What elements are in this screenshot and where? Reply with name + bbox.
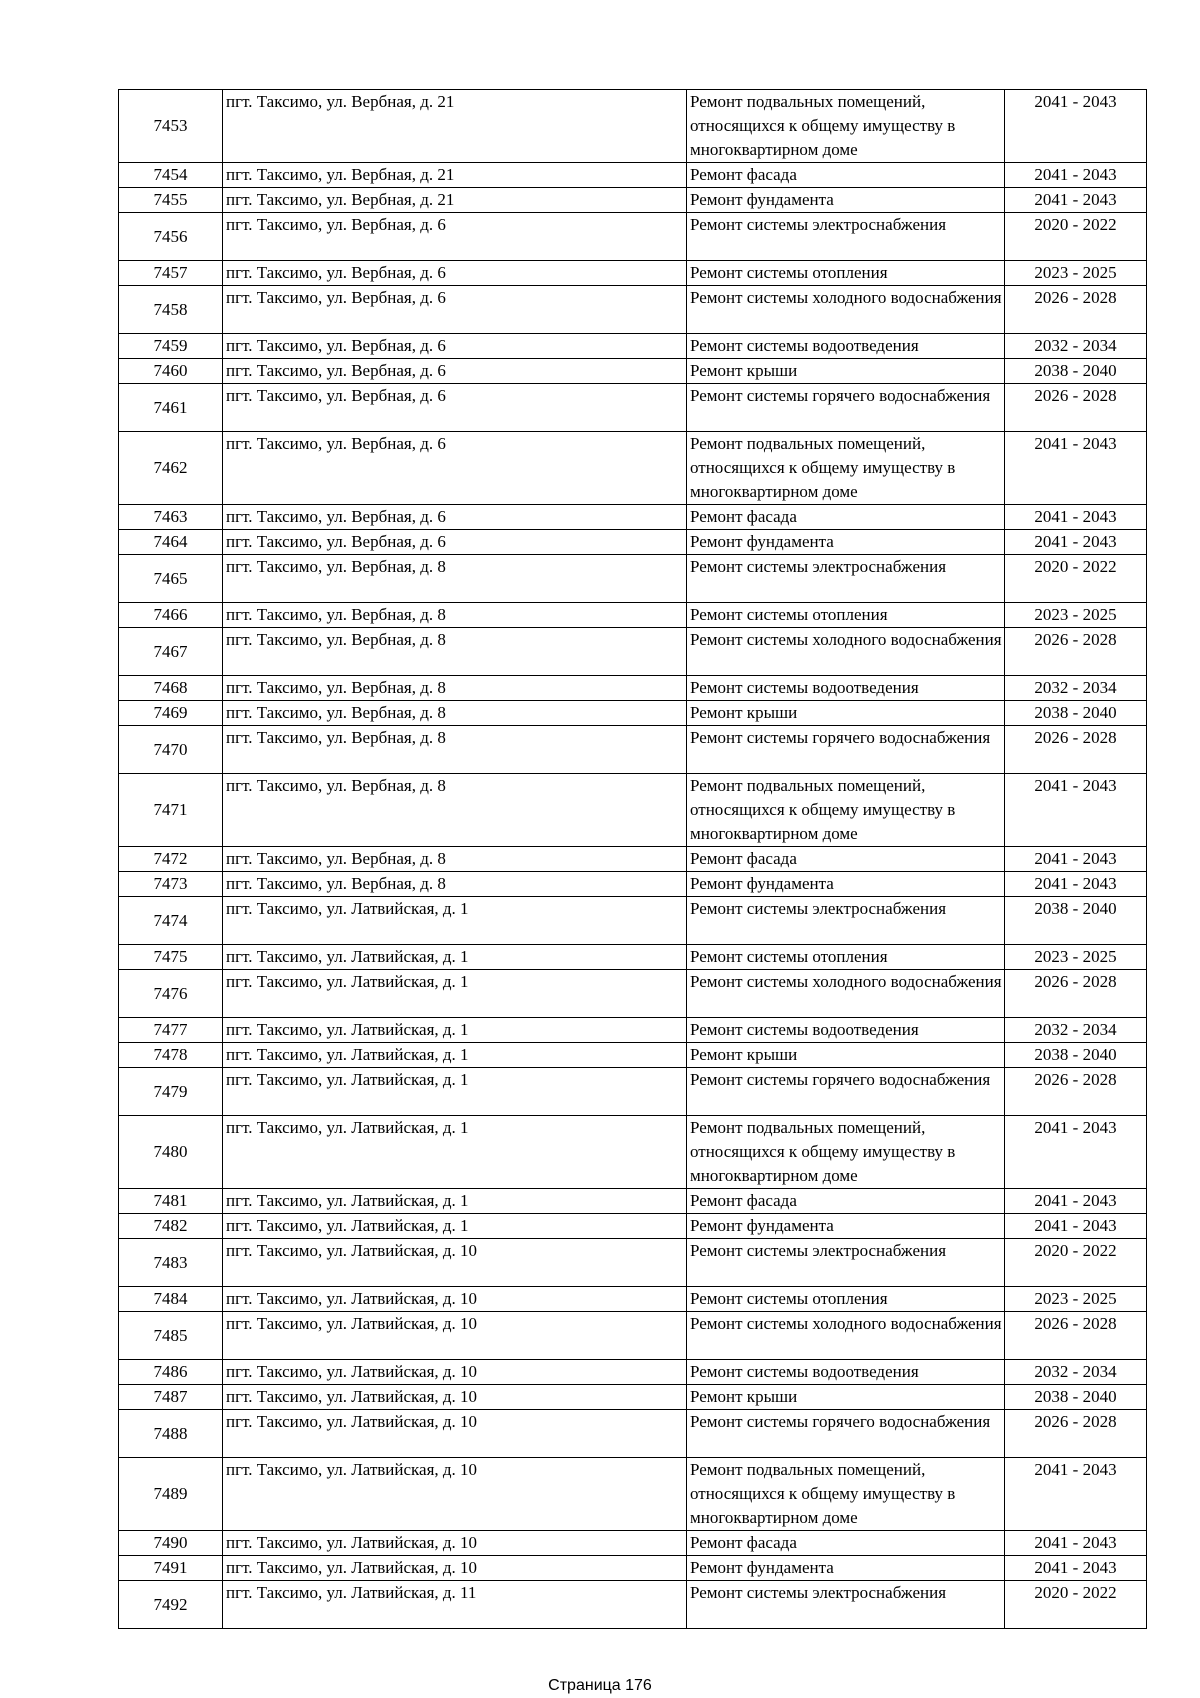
row-number: 7485	[119, 1312, 223, 1360]
row-work-type: Ремонт крыши	[687, 1385, 1005, 1410]
row-number: 7465	[119, 555, 223, 603]
row-address: пгт. Таксимо, ул. Вербная, д. 6	[223, 384, 687, 432]
row-address: пгт. Таксимо, ул. Вербная, д. 8	[223, 872, 687, 897]
row-address: пгт. Таксимо, ул. Вербная, д. 8	[223, 555, 687, 603]
row-number: 7469	[119, 701, 223, 726]
row-period: 2026 - 2028	[1005, 628, 1147, 676]
row-number: 7476	[119, 970, 223, 1018]
table-row	[119, 970, 1147, 1018]
table-row	[119, 1556, 1147, 1581]
row-number: 7453	[119, 90, 223, 163]
row-period: 2023 - 2025	[1005, 1287, 1147, 1312]
table-row	[119, 1018, 1147, 1043]
row-work-type: Ремонт системы горячего водоснабжения	[687, 384, 1005, 432]
table-row	[119, 1116, 1147, 1189]
row-work-type: Ремонт фундамента	[687, 188, 1005, 213]
row-work-type: Ремонт системы электроснабжения	[687, 1581, 1005, 1629]
row-number: 7475	[119, 945, 223, 970]
row-address: пгт. Таксимо, ул. Латвийская, д. 10	[223, 1410, 687, 1458]
row-work-type: Ремонт фундамента	[687, 1556, 1005, 1581]
row-period: 2026 - 2028	[1005, 384, 1147, 432]
row-period: 2041 - 2043	[1005, 1531, 1147, 1556]
table-row	[119, 163, 1147, 188]
table-body	[119, 90, 1147, 1629]
row-number: 7456	[119, 213, 223, 261]
row-number: 7479	[119, 1068, 223, 1116]
row-address: пгт. Таксимо, ул. Вербная, д. 8	[223, 676, 687, 701]
row-address: пгт. Таксимо, ул. Вербная, д. 21	[223, 163, 687, 188]
table-row	[119, 530, 1147, 555]
table-row	[119, 628, 1147, 676]
table-row	[119, 1531, 1147, 1556]
row-address: пгт. Таксимо, ул. Латвийская, д. 1	[223, 1116, 687, 1189]
row-work-type: Ремонт подвальных помещений, относящихся к общему имуществу в многоквартирном доме	[687, 90, 1005, 163]
table-row	[119, 1312, 1147, 1360]
row-period: 2041 - 2043	[1005, 188, 1147, 213]
page-footer	[0, 1677, 1200, 1695]
row-number: 7478	[119, 1043, 223, 1068]
row-address: пгт. Таксимо, ул. Латвийская, д. 1	[223, 1043, 687, 1068]
row-address: пгт. Таксимо, ул. Латвийская, д. 11	[223, 1581, 687, 1629]
row-period: 2041 - 2043	[1005, 1189, 1147, 1214]
row-address: пгт. Таксимо, ул. Вербная, д. 6	[223, 334, 687, 359]
row-address: пгт. Таксимо, ул. Вербная, д. 8	[223, 701, 687, 726]
row-period: 2041 - 2043	[1005, 432, 1147, 505]
row-number: 7482	[119, 1214, 223, 1239]
table-row	[119, 505, 1147, 530]
row-address: пгт. Таксимо, ул. Вербная, д. 6	[223, 261, 687, 286]
row-period: 2020 - 2022	[1005, 555, 1147, 603]
row-period: 2026 - 2028	[1005, 726, 1147, 774]
table-row	[119, 847, 1147, 872]
table-row	[119, 286, 1147, 334]
row-address: пгт. Таксимо, ул. Вербная, д. 6	[223, 213, 687, 261]
row-address: пгт. Таксимо, ул. Латвийская, д. 10	[223, 1385, 687, 1410]
row-work-type: Ремонт системы электроснабжения	[687, 555, 1005, 603]
row-work-type: Ремонт системы электроснабжения	[687, 213, 1005, 261]
row-period: 2041 - 2043	[1005, 505, 1147, 530]
row-period: 2023 - 2025	[1005, 261, 1147, 286]
table-row	[119, 261, 1147, 286]
row-work-type: Ремонт подвальных помещений, относящихся к общему имуществу в многоквартирном доме	[687, 1458, 1005, 1531]
row-number: 7473	[119, 872, 223, 897]
row-work-type: Ремонт системы холодного водоснабжения	[687, 970, 1005, 1018]
row-period: 2041 - 2043	[1005, 872, 1147, 897]
row-number: 7474	[119, 897, 223, 945]
row-address: пгт. Таксимо, ул. Вербная, д. 8	[223, 774, 687, 847]
row-work-type: Ремонт системы отопления	[687, 1287, 1005, 1312]
row-number: 7459	[119, 334, 223, 359]
row-period: 2020 - 2022	[1005, 1239, 1147, 1287]
row-work-type: Ремонт системы электроснабжения	[687, 897, 1005, 945]
table-row	[119, 1410, 1147, 1458]
row-address: пгт. Таксимо, ул. Латвийская, д. 1	[223, 897, 687, 945]
row-work-type: Ремонт фасада	[687, 1531, 1005, 1556]
row-period: 2026 - 2028	[1005, 970, 1147, 1018]
row-address: пгт. Таксимо, ул. Латвийская, д. 10	[223, 1458, 687, 1531]
row-work-type: Ремонт крыши	[687, 359, 1005, 384]
row-period: 2041 - 2043	[1005, 163, 1147, 188]
row-number: 7471	[119, 774, 223, 847]
row-period: 2041 - 2043	[1005, 90, 1147, 163]
row-work-type: Ремонт подвальных помещений, относящихся к общему имуществу в многоквартирном доме	[687, 432, 1005, 505]
row-address: пгт. Таксимо, ул. Вербная, д. 6	[223, 432, 687, 505]
row-number: 7480	[119, 1116, 223, 1189]
table-row	[119, 1189, 1147, 1214]
row-work-type: Ремонт системы горячего водоснабжения	[687, 1410, 1005, 1458]
row-period: 2023 - 2025	[1005, 945, 1147, 970]
row-number: 7463	[119, 505, 223, 530]
row-number: 7486	[119, 1360, 223, 1385]
row-address: пгт. Таксимо, ул. Вербная, д. 8	[223, 628, 687, 676]
row-period: 2038 - 2040	[1005, 1043, 1147, 1068]
row-number: 7457	[119, 261, 223, 286]
row-work-type: Ремонт системы отопления	[687, 261, 1005, 286]
row-period: 2023 - 2025	[1005, 603, 1147, 628]
row-period: 2026 - 2028	[1005, 1312, 1147, 1360]
table-row	[119, 432, 1147, 505]
table-row	[119, 1360, 1147, 1385]
row-address: пгт. Таксимо, ул. Латвийская, д. 10	[223, 1312, 687, 1360]
row-work-type: Ремонт системы электроснабжения	[687, 1239, 1005, 1287]
row-work-type: Ремонт подвальных помещений, относящихся к общему имуществу в многоквартирном доме	[687, 774, 1005, 847]
row-number: 7487	[119, 1385, 223, 1410]
row-number: 7461	[119, 384, 223, 432]
table-row	[119, 1458, 1147, 1531]
row-period: 2032 - 2034	[1005, 334, 1147, 359]
row-number: 7488	[119, 1410, 223, 1458]
row-address: пгт. Таксимо, ул. Вербная, д. 8	[223, 847, 687, 872]
row-work-type: Ремонт системы горячего водоснабжения	[687, 726, 1005, 774]
row-period: 2041 - 2043	[1005, 1556, 1147, 1581]
row-address: пгт. Таксимо, ул. Вербная, д. 21	[223, 188, 687, 213]
row-work-type: Ремонт системы холодного водоснабжения	[687, 628, 1005, 676]
row-period: 2026 - 2028	[1005, 1068, 1147, 1116]
table-row	[119, 1214, 1147, 1239]
row-period: 2038 - 2040	[1005, 359, 1147, 384]
row-work-type: Ремонт системы горячего водоснабжения	[687, 1068, 1005, 1116]
table-row	[119, 1239, 1147, 1287]
row-number: 7481	[119, 1189, 223, 1214]
row-period: 2032 - 2034	[1005, 1018, 1147, 1043]
row-address: пгт. Таксимо, ул. Латвийская, д. 10	[223, 1360, 687, 1385]
row-period: 2041 - 2043	[1005, 847, 1147, 872]
row-address: пгт. Таксимо, ул. Латвийская, д. 10	[223, 1239, 687, 1287]
row-address: пгт. Таксимо, ул. Вербная, д. 21	[223, 90, 687, 163]
table-row	[119, 897, 1147, 945]
row-number: 7477	[119, 1018, 223, 1043]
row-work-type: Ремонт подвальных помещений, относящихся к общему имуществу в многоквартирном доме	[687, 1116, 1005, 1189]
row-address: пгт. Таксимо, ул. Латвийская, д. 10	[223, 1287, 687, 1312]
table-row	[119, 676, 1147, 701]
row-period: 2032 - 2034	[1005, 676, 1147, 701]
row-work-type: Ремонт фасада	[687, 847, 1005, 872]
row-period: 2020 - 2022	[1005, 213, 1147, 261]
row-number: 7472	[119, 847, 223, 872]
row-period: 2041 - 2043	[1005, 774, 1147, 847]
row-period: 2026 - 2028	[1005, 1410, 1147, 1458]
table-row	[119, 872, 1147, 897]
row-number: 7464	[119, 530, 223, 555]
row-number: 7484	[119, 1287, 223, 1312]
table-row	[119, 945, 1147, 970]
row-number: 7462	[119, 432, 223, 505]
row-number: 7458	[119, 286, 223, 334]
row-number: 7468	[119, 676, 223, 701]
row-period: 2041 - 2043	[1005, 530, 1147, 555]
table-row	[119, 726, 1147, 774]
table-row	[119, 701, 1147, 726]
row-address: пгт. Таксимо, ул. Латвийская, д. 1	[223, 1214, 687, 1239]
row-address: пгт. Таксимо, ул. Латвийская, д. 10	[223, 1556, 687, 1581]
row-number: 7490	[119, 1531, 223, 1556]
table-row	[119, 1581, 1147, 1629]
row-number: 7454	[119, 163, 223, 188]
row-address: пгт. Таксимо, ул. Вербная, д. 6	[223, 286, 687, 334]
row-number: 7460	[119, 359, 223, 384]
table-row	[119, 603, 1147, 628]
row-address: пгт. Таксимо, ул. Вербная, д. 6	[223, 530, 687, 555]
table-row	[119, 188, 1147, 213]
row-work-type: Ремонт системы водоотведения	[687, 334, 1005, 359]
row-address: пгт. Таксимо, ул. Латвийская, д. 1	[223, 1189, 687, 1214]
row-work-type: Ремонт системы водоотведения	[687, 1018, 1005, 1043]
row-work-type: Ремонт системы отопления	[687, 945, 1005, 970]
row-address: пгт. Таксимо, ул. Вербная, д. 8	[223, 603, 687, 628]
row-number: 7491	[119, 1556, 223, 1581]
row-number: 7470	[119, 726, 223, 774]
row-work-type: Ремонт системы водоотведения	[687, 676, 1005, 701]
table-row	[119, 774, 1147, 847]
table-row	[119, 384, 1147, 432]
row-period: 2038 - 2040	[1005, 701, 1147, 726]
row-period: 2038 - 2040	[1005, 1385, 1147, 1410]
row-work-type: Ремонт фасада	[687, 163, 1005, 188]
row-number: 7489	[119, 1458, 223, 1531]
row-work-type: Ремонт крыши	[687, 701, 1005, 726]
row-work-type: Ремонт системы холодного водоснабжения	[687, 1312, 1005, 1360]
row-address: пгт. Таксимо, ул. Латвийская, д. 10	[223, 1531, 687, 1556]
row-period: 2032 - 2034	[1005, 1360, 1147, 1385]
row-work-type: Ремонт системы холодного водоснабжения	[687, 286, 1005, 334]
row-work-type: Ремонт фасада	[687, 1189, 1005, 1214]
works-table	[118, 89, 1147, 1629]
table-row	[119, 1043, 1147, 1068]
row-number: 7466	[119, 603, 223, 628]
table-row	[119, 1068, 1147, 1116]
row-address: пгт. Таксимо, ул. Латвийская, д. 1	[223, 1068, 687, 1116]
row-number: 7455	[119, 188, 223, 213]
row-period: 2038 - 2040	[1005, 897, 1147, 945]
row-work-type: Ремонт фундамента	[687, 530, 1005, 555]
table-row	[119, 555, 1147, 603]
row-work-type: Ремонт фундамента	[687, 1214, 1005, 1239]
row-work-type: Ремонт системы отопления	[687, 603, 1005, 628]
row-address: пгт. Таксимо, ул. Латвийская, д. 1	[223, 945, 687, 970]
row-period: 2041 - 2043	[1005, 1214, 1147, 1239]
row-address: пгт. Таксимо, ул. Вербная, д. 6	[223, 359, 687, 384]
row-period: 2020 - 2022	[1005, 1581, 1147, 1629]
row-work-type: Ремонт крыши	[687, 1043, 1005, 1068]
row-period: 2041 - 2043	[1005, 1116, 1147, 1189]
table-row	[119, 1385, 1147, 1410]
row-number: 7467	[119, 628, 223, 676]
row-work-type: Ремонт фундамента	[687, 872, 1005, 897]
table-row	[119, 90, 1147, 163]
row-work-type: Ремонт фасада	[687, 505, 1005, 530]
row-address: пгт. Таксимо, ул. Латвийская, д. 1	[223, 1018, 687, 1043]
table-row	[119, 1287, 1147, 1312]
row-period: 2026 - 2028	[1005, 286, 1147, 334]
row-address: пгт. Таксимо, ул. Вербная, д. 6	[223, 505, 687, 530]
row-period: 2041 - 2043	[1005, 1458, 1147, 1531]
table-row	[119, 359, 1147, 384]
page-number: Страница 176	[548, 1677, 652, 1694]
row-work-type: Ремонт системы водоотведения	[687, 1360, 1005, 1385]
row-address: пгт. Таксимо, ул. Вербная, д. 8	[223, 726, 687, 774]
row-address: пгт. Таксимо, ул. Латвийская, д. 1	[223, 970, 687, 1018]
table-row	[119, 334, 1147, 359]
row-number: 7483	[119, 1239, 223, 1287]
table-row	[119, 213, 1147, 261]
row-number: 7492	[119, 1581, 223, 1629]
